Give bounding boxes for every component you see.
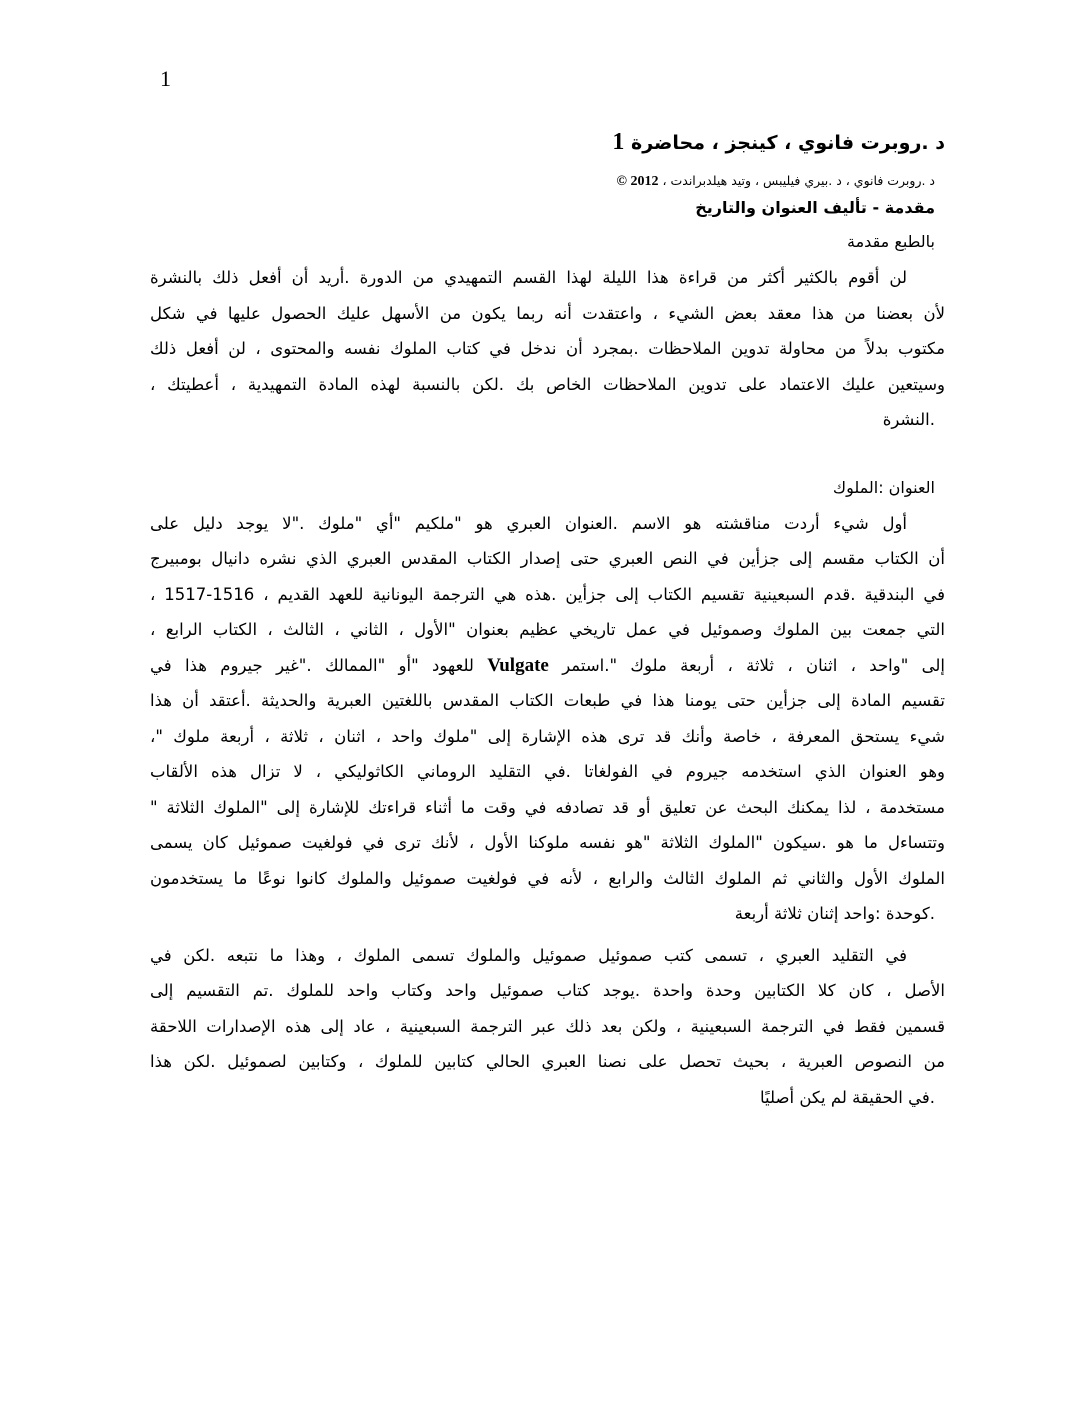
copyright-authors: د .روبرت فانوي ، د .بيري فيليبس ، وتيد هيلدبراندت ، [658, 173, 935, 188]
paragraph-intro [150, 260, 945, 438]
copyright-year: 2012 © [616, 174, 659, 189]
document-body [150, 128, 945, 1115]
text-line: التي جمعت بين الملوك وصموئيل في عمل تاريخي عظيم بعنوان "الأول ، الثاني ، الثالث ، الكتاب الرابع ، [150, 620, 945, 639]
latin-term: Vulgate [487, 654, 549, 676]
text-line: أن الكتاب مقسم إلى جزأين في النص العبري حتى إصدار الكتاب المقدس العبري الذي نشره دانيال بومبيرج [150, 549, 945, 568]
section-heading-title: العنوان :الملوك [832, 477, 935, 497]
text-line: لن أقوم بالكثير أكثر من قراءة هذا الليلة لهذا القسم التمهيدي من الدورة .أريد أن أفعل ذلك بالنشرة [150, 268, 907, 287]
text-line: إلى "واحد ، اثنان ، ثلاثة ، أربعة ملوك ".استمر Vulgate للعهود "أو "الممالك ."غير جيروم هذا في [150, 654, 945, 676]
text-line: أول شيء أردت مناقشته هو الاسم .العنوان العبري هو "ملكيم "أي "ملوك ."لا يوجد دليل على [150, 513, 907, 533]
text-line: وسيتعين عليك الاعتماد على تدوين الملاحظات الخاص بك .لكن بالنسبة لهذه المادة التمهيدية ، أعطيتك ، [150, 374, 945, 394]
paragraph-hebrew-tradition [150, 938, 945, 1116]
text-line: .النشرة [882, 410, 935, 429]
paragraph-title-discussion [150, 506, 945, 932]
text-line: في التقليد العبري ، تسمى كتب صموئيل صموئيل والملوك تسمى الملوك ، وهذا ما نتبعه .لكن في [150, 945, 907, 965]
copyright-line [150, 170, 945, 192]
document-title [150, 128, 945, 170]
intro-label: بالطبع مقدمة [847, 232, 935, 251]
text-line: وهو العنوان الذي استخدمه جيروم في الفولغاتا .في التقليد الروماني الكاثوليكي ، لا تزال هذه الألقاب [150, 762, 945, 781]
text-line: الملوك الأول والثاني ثم الملوك الثالث والرابع ، لأنه في فولغيت صموئيل والملوك كانوا نوعًا ما يستخدمون [150, 868, 945, 888]
text-line: شيء يستحق المعرفة ، خاصة وأنك قد ترى هذه الإشارة إلى "ملوك واحد ، اثنان ، ثلاثة ، أربعة ملوك "، [150, 726, 945, 746]
text-line: تقسيم المادة إلى جزأين حتى يومنا هذا في طبعات الكتاب المقدس باللغتين العبرية والحديثة .أعتقد أن هذا [150, 691, 945, 710]
title-text: د .روبرت فانوي ، كينجز ، محاضرة [631, 132, 945, 154]
text-line: مستخدمة ، لذا يمكنك البحث عن تعليق أو قد تصادفه في وقت ما أثناء قراءتك للإشارة إلى "الملوك الثلاثة " [150, 797, 945, 817]
text-line: قسمين فقط في الترجمة السبعينية ، ولكن بعد ذلك عبر الترجمة السبعينية ، عاد إلى هذه الإصدارات اللاحقة [150, 1016, 945, 1036]
document-subtitle: مقدمة - تأليف العنوان والتاريخ [695, 198, 935, 217]
text-line: من النصوص العبرية ، بحيث تحصل على نصنا العبري الحالي كتابين للملوك ، وكتابين لصموئيل .لكن هذا [150, 1052, 945, 1071]
text-line: في البندقية .قدم السبعينية تقسيم الكتاب إلى جزأين .هذه هي الترجمة اليونانية للعهد القديم ، 1516-1517 ، [150, 584, 945, 604]
text-line: .كوحدة :واحد إثنان ثلاثة أربعة [734, 904, 935, 923]
lecture-number: 1 [612, 129, 625, 155]
text-line: لأن بعضنا من هذا معقد بعض الشيء ، واعتقدت أنه ربما يكون من الأسهل عليك الحصول عليها في شكل [150, 303, 945, 323]
text-line: مكتوب بدلاً من محاولة تدوين الملاحظات .بمجرد أن ندخل في كتاب الملوك نفسه والمحتوى ، لن أفعل ذلك [150, 339, 945, 358]
text-line: .في الحقيقة لم يكن أصليًا [760, 1087, 935, 1107]
text-line: الأصل ، كان كلا الكتابين وحدة واحدة .يوجد كتاب صموئيل واحد وكتاب واحد للملوك .تم التقسيم إلى [150, 981, 945, 1000]
page-number: 1 [160, 66, 171, 91]
text-line: وتتساءل ما هو .سيكون "الملوك الثلاثة "هو نفسه ملوكنا الأول ، لأنك ترى في فولغيت صموئيل كان يسمى [150, 833, 945, 852]
